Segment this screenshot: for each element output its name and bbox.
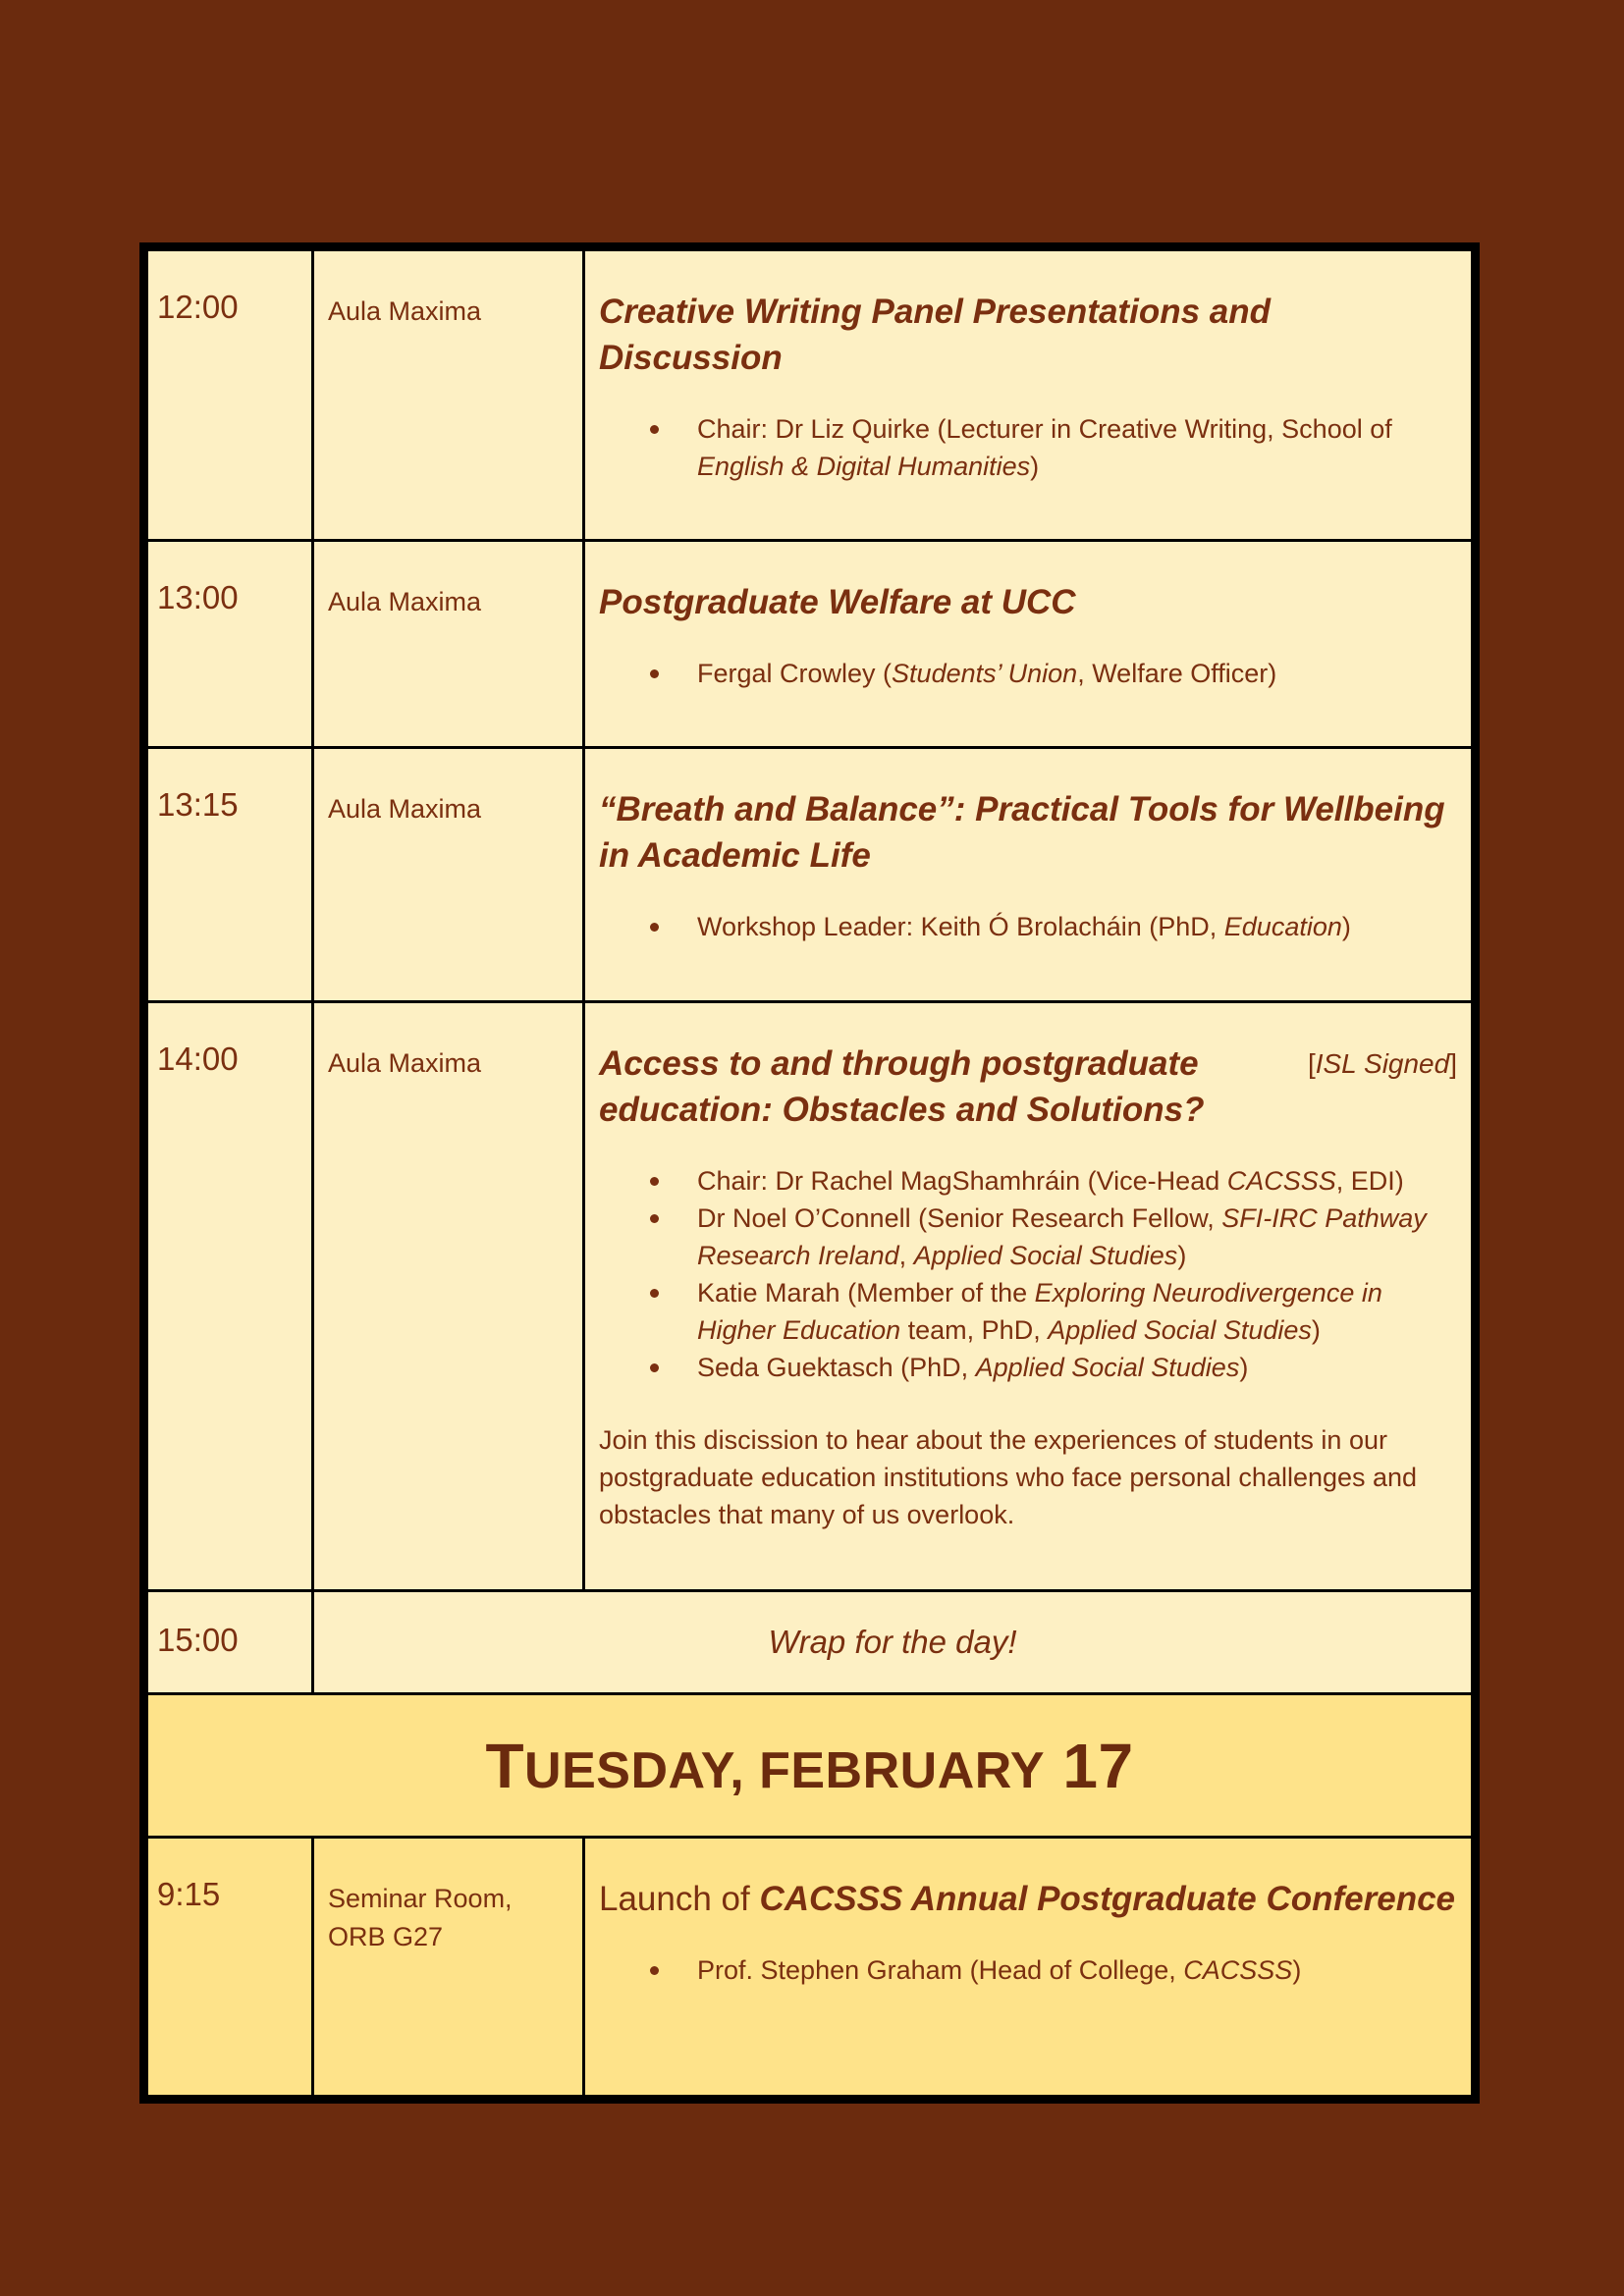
speaker-list: [599, 410, 1457, 485]
session-cell: [585, 1839, 1471, 2095]
session-title: “Breath and Balance”: Practical Tools for Wellbeing in Academic Life: [599, 790, 1445, 875]
emphasis-text: Applied Social Studies: [913, 1241, 1178, 1270]
text-segment: ): [1292, 1955, 1302, 1985]
time-cell: 14:00: [148, 1003, 311, 1589]
day-title-number: 17: [1062, 1730, 1134, 1801]
isl-signed-tag: [ISL Signed]: [1307, 1048, 1457, 1079]
session-cell: [585, 749, 1471, 1000]
isl-signed-label: ISL Signed: [1315, 1048, 1450, 1079]
session-cell: [585, 542, 1471, 746]
text-segment: Fergal Crowley (: [697, 659, 893, 688]
schedule-table-frame: [139, 242, 1480, 2104]
emphasis-text: Applied Social Studies: [1048, 1315, 1312, 1345]
time-cell: 9:15: [148, 1839, 311, 2095]
session-title: Creative Writing Panel Presentations and Discussion: [599, 293, 1271, 377]
speaker-list: [599, 1951, 1457, 1989]
speaker-item: [697, 1951, 1457, 1989]
day-header-row: [148, 1695, 1471, 1836]
room-cell: Aula Maxima: [314, 749, 582, 1000]
schedule-table: [146, 249, 1473, 2097]
time-cell: 15:00: [148, 1592, 311, 1692]
text-segment: ): [1030, 452, 1040, 481]
speaker-item: [697, 1162, 1457, 1200]
text-segment: ,: [898, 1241, 914, 1270]
table-row: [148, 1003, 1471, 1589]
room-cell: Aula Maxima: [314, 251, 582, 539]
text-segment: ): [1177, 1241, 1187, 1270]
text-segment: ): [1239, 1353, 1249, 1382]
session-title: [599, 1876, 1457, 1922]
session-title: Postgraduate Welfare at UCC: [599, 583, 1076, 621]
text-segment: , EDI): [1335, 1166, 1404, 1196]
day-title: [485, 1730, 1133, 1802]
table-row: [148, 749, 1471, 1000]
speaker-list: [599, 655, 1457, 692]
emphasis-text: Education: [1223, 912, 1342, 941]
day-title-initial: T: [485, 1730, 525, 1801]
room-cell: [314, 1839, 582, 2095]
emphasis-text: CACSSS: [1183, 1955, 1293, 1985]
session-cell: [585, 251, 1471, 539]
speaker-item: [697, 655, 1457, 692]
text-segment: Seda Guektasch (PhD,: [697, 1353, 976, 1382]
room-cell: Aula Maxima: [314, 542, 582, 746]
table-row: [148, 1592, 1471, 1692]
session-cell: [585, 1003, 1471, 1589]
speaker-list: [599, 1162, 1457, 1386]
emphasis-text: CACSSS: [1226, 1166, 1336, 1196]
text-segment: Prof. Stephen Graham (Head of College,: [697, 1955, 1184, 1985]
speaker-item: [697, 1349, 1457, 1386]
text-segment: Dr Noel O’Connell (Senior Research Fellow,: [697, 1203, 1222, 1233]
table-row: [148, 1839, 1471, 2095]
session-title-text: Access to and through postgraduate education: Obstacles and Solutions?: [599, 1044, 1205, 1129]
emphasis-text: SFI-IRC Pathway Research Ireland: [697, 1203, 1427, 1270]
text-segment: Katie Marah (Member of the: [697, 1278, 1035, 1308]
session-title-emphasis: CACSSS Annual Postgraduate Conference: [759, 1880, 1456, 1918]
day-header: [148, 1695, 1471, 1836]
speaker-item: [697, 908, 1457, 945]
speaker-item: [697, 1274, 1457, 1349]
text-segment: Workshop Leader: Keith Ó Brolacháin (PhD,: [697, 912, 1224, 941]
room-line: ORB G27: [328, 1922, 444, 1951]
text-segment: Chair: Dr Liz Quirke (Lecturer in Creative Writing, School of: [697, 414, 1392, 444]
text-segment: ): [1341, 912, 1351, 941]
emphasis-text: Exploring Neurodivergence in Higher Education: [697, 1278, 1382, 1345]
session-title-prefix: Launch of: [599, 1880, 760, 1918]
wrap-message: Wrap for the day!: [314, 1592, 1471, 1692]
emphasis-text: Students’ Union: [892, 659, 1078, 688]
session-title: [599, 1041, 1457, 1133]
table-row: [148, 542, 1471, 746]
text-segment: ): [1311, 1315, 1321, 1345]
text-segment: Chair: Dr Rachel MagShamhráin (Vice-Head: [697, 1166, 1227, 1196]
day-title-rest: UESDAY, FEBRUARY: [524, 1741, 1046, 1799]
speaker-list: [599, 908, 1457, 945]
speaker-item: [697, 1200, 1457, 1274]
emphasis-text: English & Digital Humanities: [697, 452, 1031, 481]
text-segment: , Welfare Officer): [1077, 659, 1277, 688]
room-line: Seminar Room,: [328, 1884, 513, 1913]
speaker-item: [697, 410, 1457, 485]
session-description: Join this discission to hear about the experiences of students in our postgraduate education institutions who face personal challenges and obstacles that many of us overlook.: [599, 1425, 1418, 1529]
time-cell: 13:15: [148, 749, 311, 1000]
room-cell: Aula Maxima: [314, 1003, 582, 1589]
table-row: [148, 251, 1471, 539]
emphasis-text: Applied Social Studies: [975, 1353, 1240, 1382]
text-segment: team, PhD,: [900, 1315, 1049, 1345]
time-cell: 12:00: [148, 251, 311, 539]
time-cell: 13:00: [148, 542, 311, 746]
